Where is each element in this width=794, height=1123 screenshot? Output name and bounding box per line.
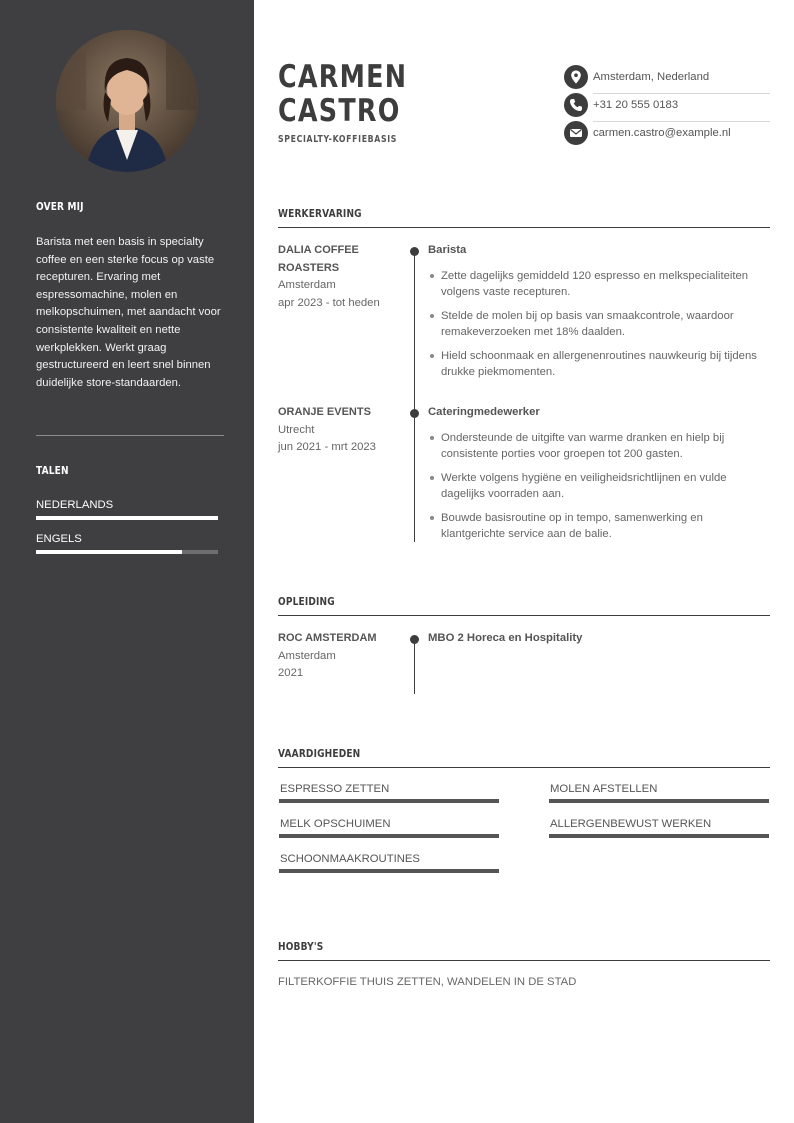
bullet-item: Bouwde basisroutine op in tempo, samenwerking en klantgerichte service aan de balie. bbox=[428, 510, 768, 542]
language-level-fill bbox=[36, 550, 182, 554]
skill-item bbox=[549, 783, 769, 803]
language-name: ENGELS bbox=[36, 533, 82, 545]
education-heading: OPLEIDING bbox=[278, 595, 335, 608]
company-location: Amsterdam bbox=[278, 279, 336, 291]
job-bullets bbox=[428, 268, 768, 388]
contact-text: carmen.castro@example.nl bbox=[593, 127, 731, 139]
language-level-bar bbox=[36, 550, 218, 554]
bullet-item: Werkte volgens hygiëne en veiligheidsrichtlijnen en vulde dagelijks voorraden aan. bbox=[428, 470, 768, 502]
language-level-bar bbox=[36, 516, 218, 520]
section-rule bbox=[278, 960, 770, 961]
contact-text: Amsterdam, Nederland bbox=[593, 71, 710, 83]
experience-heading: WERKERVARING bbox=[278, 207, 362, 220]
hobbies-heading: HOBBY'S bbox=[278, 940, 324, 953]
education-org bbox=[278, 630, 398, 683]
sidebar-divider bbox=[36, 435, 224, 436]
skill-item bbox=[279, 853, 499, 873]
company-name: DALIA COFFEE ROASTERS bbox=[278, 244, 359, 274]
about-text: Barista met een basis in specialty coffee en een sterke focus op vaste recepturen. Ervaring met espressomachine, molen en melkopschuimen, met aandacht voor consistente kwaliteit en nette werkplekken. Werkt graag gestructureerd en leert snel binnen duidelijke store-standaarden. bbox=[36, 236, 221, 389]
contact-email bbox=[564, 120, 770, 148]
bullet-item: Ondersteunde de uitgifte van warme dranken en hielp bij consistente porties voor groepen tot 200 gasten. bbox=[428, 430, 768, 462]
skills-heading: VAARDIGHEDEN bbox=[278, 747, 361, 760]
timeline-dot bbox=[410, 409, 419, 418]
employment-period: apr 2023 - tot heden bbox=[278, 296, 380, 309]
location-pin-icon bbox=[564, 65, 588, 89]
skill-label: ALLERGENBEWUST WERKEN bbox=[550, 818, 712, 830]
skill-bar bbox=[279, 834, 499, 838]
skill-label: MOLEN AFSTELLEN bbox=[550, 783, 658, 795]
contact-location bbox=[564, 64, 770, 92]
timeline-line bbox=[414, 640, 415, 694]
timeline-line bbox=[414, 252, 415, 542]
full-name bbox=[278, 60, 407, 128]
sidebar bbox=[0, 0, 254, 1123]
skill-item bbox=[279, 783, 499, 803]
skill-bar bbox=[549, 799, 769, 803]
contact-phone bbox=[564, 92, 770, 120]
job-bullets bbox=[428, 430, 768, 550]
bullet-item: Hield schoonmaak en allergenenroutines nauwkeurig bij tijdens drukke piekmomenten. bbox=[428, 348, 768, 380]
contact-text: +31 20 555 0183 bbox=[593, 99, 679, 111]
section-rule bbox=[278, 615, 770, 616]
last-name: CASTRO bbox=[278, 93, 401, 129]
skill-bar bbox=[279, 869, 499, 873]
skill-bar bbox=[549, 834, 769, 838]
first-name: CARMEN bbox=[278, 59, 408, 95]
phone-icon bbox=[564, 93, 588, 117]
job-role: Barista bbox=[428, 244, 467, 256]
job-title: SPECIALTY-KOFFIEBASIS bbox=[278, 134, 398, 145]
school-name: ROC AMSTERDAM bbox=[278, 632, 377, 644]
degree: MBO 2 Horeca en Hospitality bbox=[428, 632, 583, 644]
skill-item bbox=[279, 818, 499, 838]
skill-label: MELK OPSCHUIMEN bbox=[280, 818, 391, 830]
job-role: Cateringmedewerker bbox=[428, 406, 540, 418]
languages-heading: TALEN bbox=[36, 464, 69, 477]
employment-period: jun 2021 - mrt 2023 bbox=[278, 441, 376, 453]
skill-bar bbox=[279, 799, 499, 803]
skill-item bbox=[549, 818, 769, 838]
experience-org bbox=[278, 242, 398, 312]
school-location: Amsterdam bbox=[278, 649, 336, 662]
skill-label: ESPRESSO ZETTEN bbox=[280, 783, 390, 795]
language-level-fill bbox=[36, 516, 218, 520]
experience-org bbox=[278, 404, 398, 457]
bullet-item: Stelde de molen bij op basis van smaakcontrole, waardoor remakeverzoeken met 18% daalden. bbox=[428, 308, 768, 340]
hobbies-text: FILTERKOFFIE THUIS ZETTEN, WANDELEN IN DE STAD bbox=[278, 976, 577, 988]
company-location: Utrecht bbox=[278, 423, 315, 436]
section-rule bbox=[278, 767, 770, 768]
about-heading: OVER MIJ bbox=[36, 200, 84, 213]
language-name: NEDERLANDS bbox=[36, 499, 114, 511]
company-name: ORANJE EVENTS bbox=[278, 406, 371, 418]
envelope-icon bbox=[564, 121, 588, 145]
profile-photo bbox=[56, 30, 198, 172]
section-rule bbox=[278, 227, 770, 228]
graduation-year: 2021 bbox=[278, 667, 304, 679]
bullet-item: Zette dagelijks gemiddeld 120 espresso en melkspecialiteiten volgens vaste recepturen. bbox=[428, 268, 768, 300]
skill-label: SCHOONMAAKROUTINES bbox=[280, 853, 420, 865]
